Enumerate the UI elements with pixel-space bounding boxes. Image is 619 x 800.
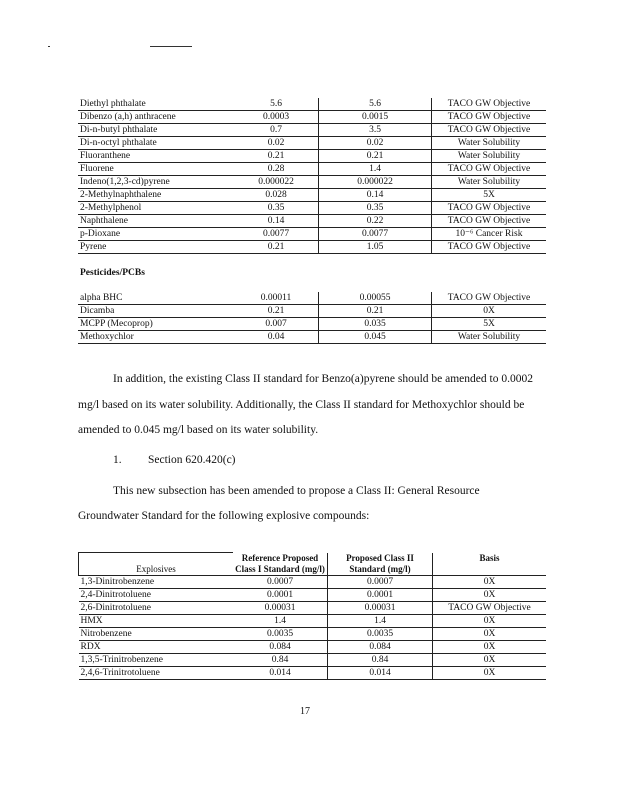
page-number: 17 bbox=[300, 706, 310, 717]
header-explosives: Explosives bbox=[79, 553, 234, 576]
compound-name: Pyrene bbox=[78, 241, 234, 254]
compound-name: 2-Methylphenol bbox=[78, 202, 234, 215]
class-i-value: 0.000022 bbox=[234, 176, 319, 189]
semivolatiles-table bbox=[78, 98, 546, 254]
class-ii-value: 1.4 bbox=[328, 614, 433, 627]
compound-name: 1,3,5-Trinitrobenzene bbox=[79, 653, 234, 666]
para1-line1: In addition, the existing Class II standard for Benzo(a)pyrene should be amended to 0.0002 bbox=[113, 373, 533, 385]
basis: 0X bbox=[433, 575, 547, 588]
basis: 0X bbox=[432, 305, 547, 318]
class-i-value: 0.0003 bbox=[234, 111, 319, 124]
para1-line2: mg/l based on its water solubility. Additionally, the Class II standard for Methoxychlor should be bbox=[78, 399, 525, 411]
class-i-value: 0.028 bbox=[234, 189, 319, 202]
compound-name: Dicamba bbox=[78, 305, 234, 318]
table-row bbox=[78, 305, 546, 318]
class-ii-value: 0.0035 bbox=[328, 627, 433, 640]
compound-name: HMX bbox=[79, 614, 234, 627]
class-ii-value: 0.02 bbox=[319, 137, 432, 150]
basis: TACO GW Objective bbox=[432, 292, 547, 305]
table-row bbox=[78, 189, 546, 202]
class-i-value: 0.21 bbox=[234, 150, 319, 163]
table-row bbox=[79, 614, 547, 627]
class-i-value: 0.0035 bbox=[233, 627, 328, 640]
header-basis: Basis bbox=[433, 553, 547, 576]
header-class-i: Reference Proposed Class I Standard (mg/l) bbox=[233, 553, 328, 576]
class-ii-value: 5.6 bbox=[319, 98, 432, 111]
class-i-value: 0.00011 bbox=[234, 292, 319, 305]
table-row bbox=[78, 318, 546, 331]
class-i-value: 0.84 bbox=[233, 653, 328, 666]
table-row bbox=[78, 124, 546, 137]
class-ii-value: 0.0077 bbox=[319, 228, 432, 241]
compound-name: 2,4-Dinitrotoluene bbox=[79, 588, 234, 601]
class-i-value: 0.35 bbox=[234, 202, 319, 215]
basis: Water Solubility bbox=[432, 150, 547, 163]
table-row bbox=[78, 163, 546, 176]
compound-name: Diethyl phthalate bbox=[78, 98, 234, 111]
compound-name: MCPP (Mecoprop) bbox=[78, 318, 234, 331]
class-i-value: 0.04 bbox=[234, 331, 319, 344]
basis: Water Solubility bbox=[432, 137, 547, 150]
table-row bbox=[79, 640, 547, 653]
basis: 0X bbox=[433, 653, 547, 666]
table-row bbox=[79, 588, 547, 601]
basis: TACO GW Objective bbox=[432, 215, 547, 228]
class-i-value: 0.084 bbox=[233, 640, 328, 653]
basis: 10⁻⁶ Cancer Risk bbox=[432, 228, 547, 241]
compound-name: Indeno(1,2,3-cd)pyrene bbox=[78, 176, 234, 189]
class-ii-value: 0.035 bbox=[319, 318, 432, 331]
compound-name: p-Dioxane bbox=[78, 228, 234, 241]
table-row bbox=[78, 98, 546, 111]
class-ii-value: 0.0015 bbox=[319, 111, 432, 124]
class-ii-value: 0.000022 bbox=[319, 176, 432, 189]
class-i-value: 1.4 bbox=[233, 614, 328, 627]
class-ii-value: 0.014 bbox=[328, 666, 433, 679]
compound-name: Fluoranthene bbox=[78, 150, 234, 163]
class-i-value: 0.007 bbox=[234, 318, 319, 331]
header-class-ii: Proposed Class II Standard (mg/l) bbox=[328, 553, 433, 576]
table-row bbox=[78, 150, 546, 163]
basis: TACO GW Objective bbox=[432, 111, 547, 124]
basis: TACO GW Objective bbox=[433, 601, 547, 614]
compound-name: 2-Methylnaphthalene bbox=[78, 189, 234, 202]
table-row bbox=[78, 176, 546, 189]
compound-name: Di-n-octyl phthalate bbox=[78, 137, 234, 150]
basis: TACO GW Objective bbox=[432, 124, 547, 137]
section-number: 1. bbox=[113, 454, 122, 466]
compound-name: 2,6-Dinitrotoluene bbox=[79, 601, 234, 614]
compound-name: alpha BHC bbox=[78, 292, 234, 305]
compound-name: Fluorene bbox=[78, 163, 234, 176]
compound-name: Naphthalene bbox=[78, 215, 234, 228]
basis: 0X bbox=[433, 614, 547, 627]
para2-line2: Groundwater Standard for the following explosive compounds: bbox=[78, 510, 370, 522]
basis: 0X bbox=[433, 640, 547, 653]
table-row bbox=[78, 111, 546, 124]
basis: 5X bbox=[432, 189, 547, 202]
compound-name: 2,4,6-Trinitrotoluene bbox=[79, 666, 234, 679]
class-ii-value: 0.84 bbox=[328, 653, 433, 666]
class-i-value: 0.7 bbox=[234, 124, 319, 137]
pesticides-heading: Pesticides/PCBs bbox=[80, 268, 145, 278]
basis: TACO GW Objective bbox=[432, 98, 547, 111]
class-ii-value: 0.21 bbox=[319, 305, 432, 318]
explosives-table bbox=[78, 552, 546, 680]
class-i-value: 0.21 bbox=[234, 305, 319, 318]
class-ii-value: 0.0001 bbox=[328, 588, 433, 601]
class-ii-value: 0.084 bbox=[328, 640, 433, 653]
class-i-value: 0.014 bbox=[233, 666, 328, 679]
basis: 0X bbox=[433, 666, 547, 679]
class-i-value: 0.0077 bbox=[234, 228, 319, 241]
class-i-value: 0.28 bbox=[234, 163, 319, 176]
class-ii-value: 0.00055 bbox=[319, 292, 432, 305]
section-title: Section 620.420(c) bbox=[148, 454, 236, 466]
class-ii-value: 1.4 bbox=[319, 163, 432, 176]
table-row bbox=[78, 215, 546, 228]
compound-name: Nitrobenzene bbox=[79, 627, 234, 640]
compound-name: Di-n-butyl phthalate bbox=[78, 124, 234, 137]
table-row bbox=[78, 202, 546, 215]
class-ii-value: 0.35 bbox=[319, 202, 432, 215]
compound-name: 1,3-Dinitrobenzene bbox=[79, 575, 234, 588]
class-i-value: 0.14 bbox=[234, 215, 319, 228]
compound-name: Methoxychlor bbox=[78, 331, 234, 344]
table-row bbox=[79, 601, 547, 614]
basis: Water Solubility bbox=[432, 331, 547, 344]
compound-name: RDX bbox=[79, 640, 234, 653]
table-row bbox=[78, 137, 546, 150]
basis: Water Solubility bbox=[432, 176, 547, 189]
class-i-value: 0.21 bbox=[234, 241, 319, 254]
basis: TACO GW Objective bbox=[432, 202, 547, 215]
table-row bbox=[78, 241, 546, 254]
pesticides-table bbox=[78, 292, 546, 344]
class-i-value: 0.02 bbox=[234, 137, 319, 150]
class-i-value: 0.0001 bbox=[233, 588, 328, 601]
class-ii-value: 1.05 bbox=[319, 241, 432, 254]
class-ii-value: 0.14 bbox=[319, 189, 432, 202]
class-ii-value: 0.21 bbox=[319, 150, 432, 163]
table-row bbox=[78, 228, 546, 241]
class-i-value: 5.6 bbox=[234, 98, 319, 111]
para1-line3: amended to 0.045 mg/l based on its water solubility. bbox=[78, 424, 319, 436]
basis: TACO GW Objective bbox=[432, 163, 547, 176]
table-row bbox=[79, 575, 547, 588]
table-row bbox=[78, 292, 546, 305]
class-ii-value: 0.00031 bbox=[328, 601, 433, 614]
table-row bbox=[78, 331, 546, 344]
table-row bbox=[79, 627, 547, 640]
table-row bbox=[79, 653, 547, 666]
basis: 0X bbox=[433, 588, 547, 601]
class-ii-value: 0.0007 bbox=[328, 575, 433, 588]
class-ii-value: 0.045 bbox=[319, 331, 432, 344]
class-ii-value: 3.5 bbox=[319, 124, 432, 137]
class-i-value: 0.00031 bbox=[233, 601, 328, 614]
para2-line1: This new subsection has been amended to propose a Class II: General Resource bbox=[113, 485, 480, 497]
basis: 0X bbox=[433, 627, 547, 640]
basis: TACO GW Objective bbox=[432, 241, 547, 254]
compound-name: Dibenzo (a,h) anthracene bbox=[78, 111, 234, 124]
class-i-value: 0.0007 bbox=[233, 575, 328, 588]
table-row bbox=[79, 666, 547, 679]
basis: 5X bbox=[432, 318, 547, 331]
class-ii-value: 0.22 bbox=[319, 215, 432, 228]
